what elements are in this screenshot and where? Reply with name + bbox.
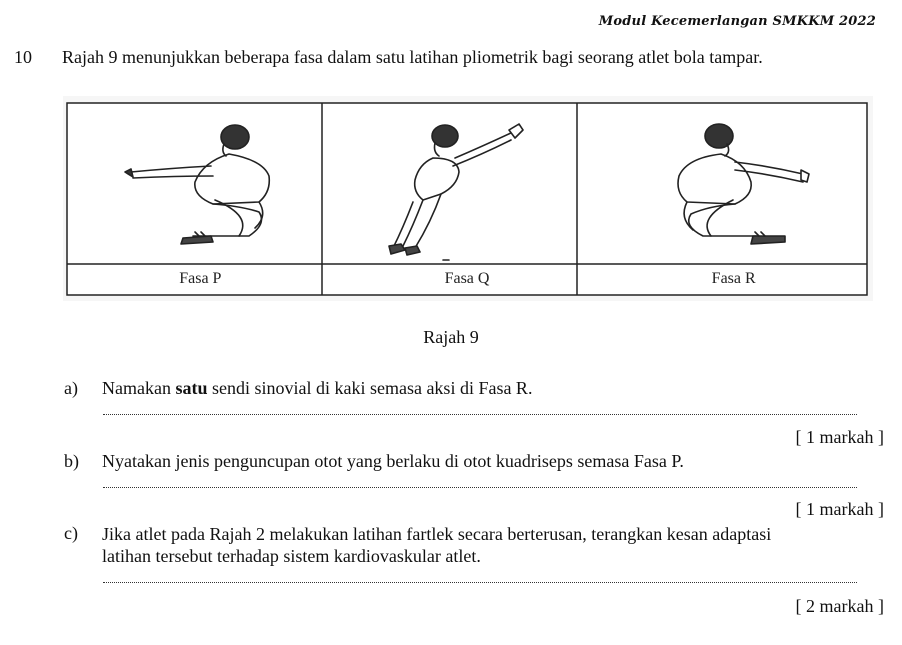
module-header: Modul Kecemerlangan SMKKM 2022 (598, 14, 876, 29)
answer-line-b[interactable] (103, 487, 857, 488)
part-a-label: a) (64, 378, 78, 398)
figure-rajah-9 (63, 96, 873, 301)
question-number: 10 (14, 47, 32, 67)
part-c-text: Jika atlet pada Rajah 2 melakukan latihan fartlek secara berterusan, terangkan kesan adaptasi latihan tersebut terhadap sistem kardiovaskular atlet. (102, 524, 772, 566)
part-c-label: c) (64, 523, 78, 543)
part-b (64, 451, 684, 472)
part-a-text: Namakan satu sendi sinovial di kaki semasa aksi di Fasa R. (102, 378, 533, 398)
phase-label-r: Fasa R (711, 270, 756, 287)
marks-a: [ 1 markah ] (795, 427, 884, 447)
answer-line-a[interactable] (103, 414, 857, 415)
figure-caption: Rajah 9 (423, 327, 479, 347)
part-c (64, 523, 882, 567)
marks-b: [ 1 markah ] (795, 499, 884, 519)
part-a (64, 378, 532, 399)
phase-label-q: Fasa Q (444, 270, 490, 287)
question-stem: Rajah 9 menunjukkan beberapa fasa dalam satu latihan pliometrik bagi seorang atlet bola tampar. (62, 47, 763, 67)
emphasis-word: satu (175, 378, 208, 398)
part-b-text: Nyatakan jenis penguncupan otot yang berlaku di otot kuadriseps semasa Fasa P. (102, 451, 684, 471)
question-stem-line (14, 47, 763, 68)
part-b-label: b) (64, 451, 79, 471)
marks-c: [ 2 markah ] (795, 596, 884, 616)
answer-line-c[interactable] (103, 582, 857, 583)
phase-caption-row (67, 264, 867, 294)
phase-label-p: Fasa P (179, 270, 222, 287)
